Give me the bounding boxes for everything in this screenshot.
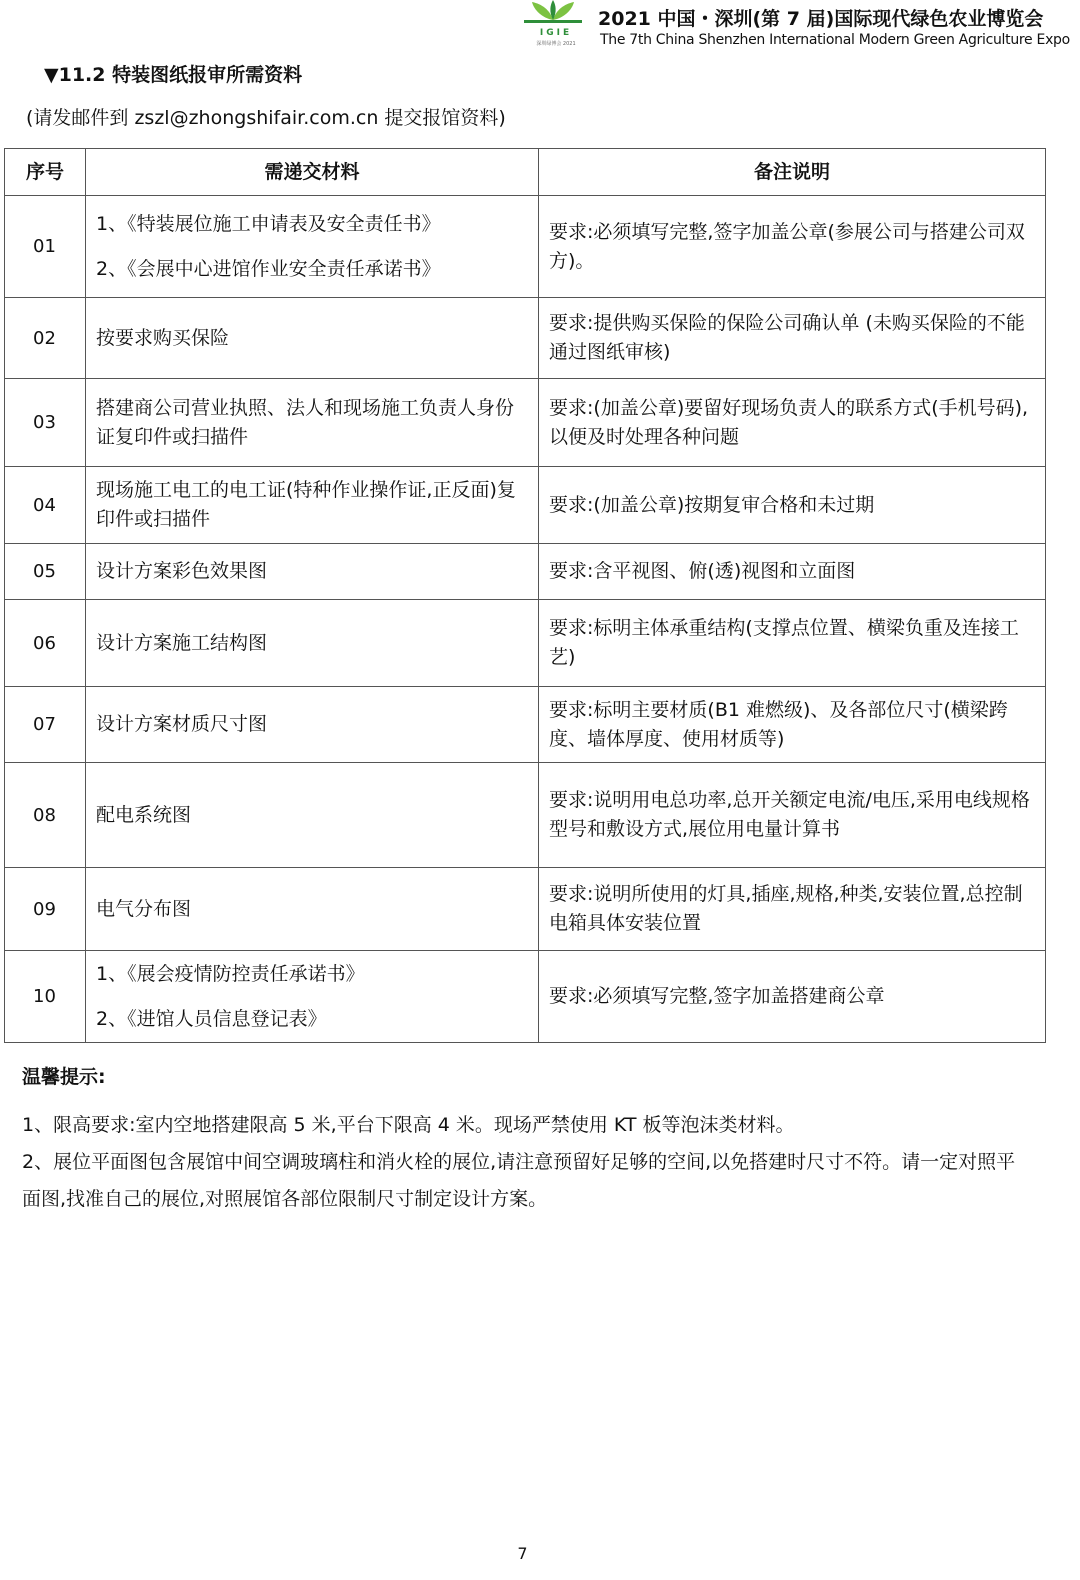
row-number: 10 bbox=[5, 951, 86, 1043]
row-remark: 要求:提供购买保险的保险公司确认单 (未购买保险的不能通过图纸审核) bbox=[539, 298, 1046, 379]
row-materials bbox=[86, 467, 539, 544]
logo-subtext: 深圳绿博会 2021 bbox=[536, 41, 576, 47]
row-remark: 要求:标明主要材质(B1 难燃级)、及各部位尺寸(横梁跨度、墙体厚度、使用材质等) bbox=[539, 687, 1046, 763]
row-remark: 要求:说明用电总功率,总开关额定电流/电压,采用电线规格型号和敷设方式,展位用电量计算书 bbox=[539, 763, 1046, 868]
material-item: 设计方案材质尺寸图 bbox=[96, 713, 268, 735]
row-number: 07 bbox=[5, 687, 86, 763]
materials-table bbox=[4, 148, 1046, 1043]
table-row bbox=[5, 298, 1046, 379]
material-item: 设计方案施工结构图 bbox=[96, 631, 268, 654]
header-number: 序号 bbox=[5, 149, 86, 196]
submission-note: (请发邮件到 zszl@zhongshifair.com.cn 提交报馆资料) bbox=[26, 107, 506, 129]
row-materials bbox=[86, 687, 539, 763]
row-materials bbox=[86, 763, 539, 868]
material-item: 配电系统图 bbox=[96, 803, 192, 826]
table-row bbox=[5, 687, 1046, 763]
row-materials bbox=[86, 868, 539, 951]
material-item: 2、《进馆人员信息登记表》 bbox=[96, 1007, 327, 1030]
table-row bbox=[5, 467, 1046, 544]
table-row bbox=[5, 544, 1046, 600]
row-number: 08 bbox=[5, 763, 86, 868]
row-materials bbox=[86, 379, 539, 467]
material-item: 搭建商公司营业执照、法人和现场施工负责人身份证复印件或扫描件 bbox=[96, 396, 515, 448]
row-materials bbox=[86, 544, 539, 600]
material-item: 按要求购买保险 bbox=[96, 326, 230, 349]
table-row bbox=[5, 868, 1046, 951]
expo-subtitle: The 7th China Shenzhen International Modern Green Agriculture Expo bbox=[600, 32, 1070, 48]
logo-text: IGIE bbox=[539, 28, 573, 38]
row-remark: 要求:(加盖公章)要留好现场负责人的联系方式(手机号码),以便及时处理各种问题 bbox=[539, 379, 1046, 467]
material-item: 电气分布图 bbox=[96, 897, 192, 920]
material-item: 1、《展会疫情防控责任承诺书》 bbox=[96, 962, 365, 985]
table-header-row bbox=[5, 149, 1046, 196]
header-remarks: 备注说明 bbox=[539, 149, 1046, 196]
expo-title: 2021 中国・深圳(第 7 届)国际现代绿色农业博览会 bbox=[598, 8, 1044, 30]
row-remark: 要求:(加盖公章)按期复审合格和未过期 bbox=[539, 467, 1046, 544]
row-number: 06 bbox=[5, 600, 86, 687]
row-materials bbox=[86, 196, 539, 298]
table-row bbox=[5, 379, 1046, 467]
tip-item: 1、限高要求:室内空地搭建限高 5 米,平台下限高 4 米。现场严禁使用 KT 板等泡沫类材料。 bbox=[22, 1114, 795, 1136]
table-row bbox=[5, 600, 1046, 687]
row-number: 02 bbox=[5, 298, 86, 379]
section-title: ▼11.2 特装图纸报审所需资料 bbox=[44, 64, 303, 86]
row-remark: 要求:必须填写完整,签字加盖搭建商公章 bbox=[539, 951, 1046, 1043]
row-number: 09 bbox=[5, 868, 86, 951]
row-number: 03 bbox=[5, 379, 86, 467]
row-materials bbox=[86, 600, 539, 687]
table-row bbox=[5, 196, 1046, 298]
tip-item: 2、展位平面图包含展馆中间空调玻璃柱和消火栓的展位,请注意预留好足够的空间,以免搭建时尺寸不符。请一定对照平面图,找准自己的展位,对照展馆各部位限制尺寸制定设计方案。 bbox=[22, 1151, 1016, 1210]
material-item: 现场施工电工的电工证(特种作业操作证,正反面)复印件或扫描件 bbox=[96, 479, 516, 530]
row-number: 04 bbox=[5, 467, 86, 544]
header-materials: 需递交材料 bbox=[86, 149, 539, 196]
material-item: 1、《特装展位施工申请表及安全责任书》 bbox=[96, 212, 441, 235]
row-materials bbox=[86, 298, 539, 379]
row-materials bbox=[86, 951, 539, 1043]
table-row bbox=[5, 951, 1046, 1043]
row-remark: 要求:标明主体承重结构(支撑点位置、横梁负重及连接工艺) bbox=[539, 600, 1046, 687]
table-row bbox=[5, 763, 1046, 868]
row-remark: 要求:必须填写完整,签字加盖公章(参展公司与搭建公司双方)。 bbox=[539, 196, 1046, 298]
page-number: 7 bbox=[517, 1544, 528, 1563]
row-number: 01 bbox=[5, 196, 86, 298]
material-item: 设计方案彩色效果图 bbox=[96, 560, 268, 582]
row-remark: 要求:含平视图、俯(透)视图和立面图 bbox=[539, 544, 1046, 600]
row-remark: 要求:说明所使用的灯具,插座,规格,种类,安装位置,总控制电箱具体安装位置 bbox=[539, 868, 1046, 951]
row-number: 05 bbox=[5, 544, 86, 600]
tips-title: 温馨提示: bbox=[22, 1066, 106, 1088]
material-item: 2、《会展中心进馆作业安全责任承诺书》 bbox=[96, 257, 441, 280]
